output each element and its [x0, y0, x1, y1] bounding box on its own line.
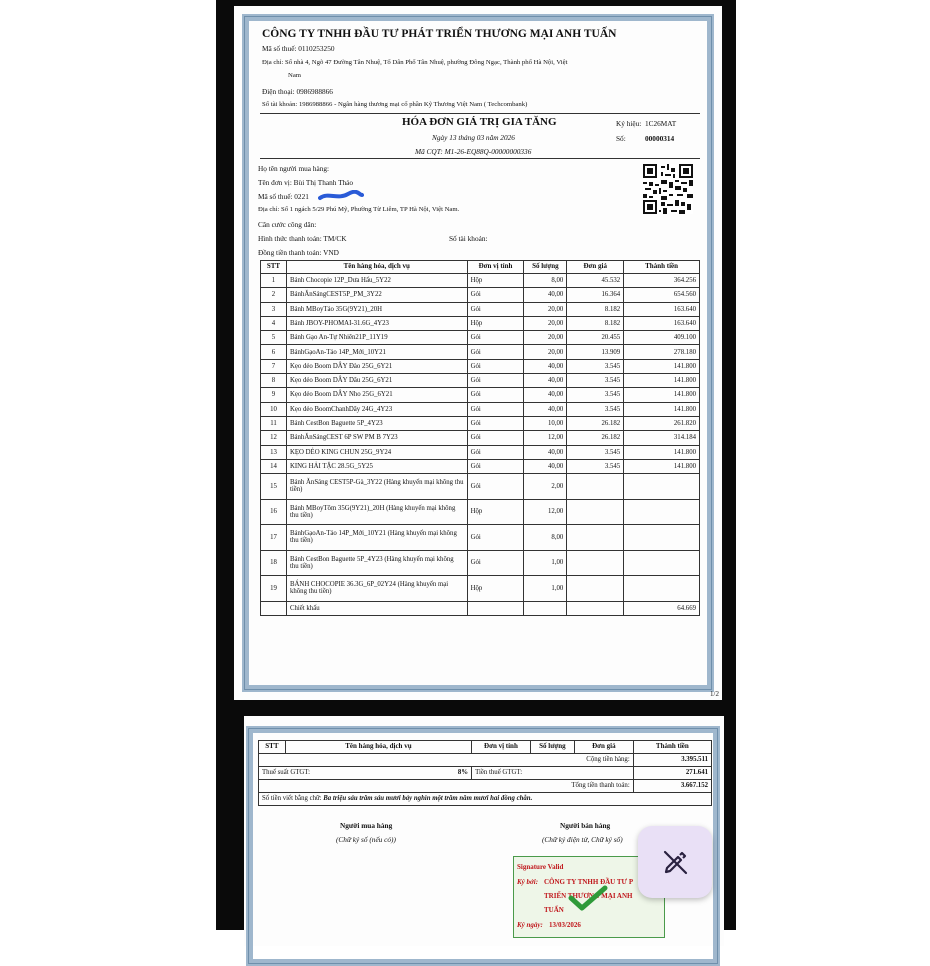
cell-name: Kẹo dẻo Boom DÂY Đào 25G_6Y21: [286, 359, 467, 373]
invoice-title: HÓA ĐƠN GIÁ TRỊ GIA TĂNG: [402, 116, 557, 128]
cell-unit: Gói: [467, 416, 524, 430]
table-row: [261, 302, 700, 316]
cell-stt: 12: [261, 431, 287, 445]
vat-value: 271.641: [633, 767, 711, 780]
cell-stt: 4: [261, 316, 287, 330]
cell-stt: 15: [261, 474, 287, 500]
buyer-id-card: Căn cước công dân:: [258, 220, 317, 229]
cell-unit: Gói: [467, 459, 524, 473]
col-price: Đơn giá: [567, 261, 624, 274]
invoice-number: 00000314: [645, 134, 675, 143]
col-amount: Thành tiền: [633, 741, 711, 754]
table-row: [261, 316, 700, 330]
cell-stt: 3: [261, 302, 287, 316]
cell-price: [567, 499, 624, 525]
cell-amount: [624, 525, 700, 551]
invoice-symbol: 1C26MAT: [645, 119, 677, 128]
buyer-currency: Đồng tiền thanh toán: VND: [258, 248, 339, 257]
cell-price: 20.455: [567, 331, 624, 345]
col-qty: Số lượng: [524, 261, 567, 274]
table-row: [261, 550, 700, 576]
cell-qty: 40,00: [524, 402, 567, 416]
cell-amount: 163.640: [624, 302, 700, 316]
cell-unit: Gói: [467, 550, 524, 576]
table-row: [261, 345, 700, 359]
table-row: [261, 525, 700, 551]
cell-unit: Gói: [467, 302, 524, 316]
table-row: [261, 431, 700, 445]
cell-qty: 12,00: [524, 499, 567, 525]
cell-name: BánhĂnSángCEST 6P SW PM B 7Y23: [286, 431, 467, 445]
cell-amount: 654.560: [624, 288, 700, 302]
signed-by-line1: CÔNG TY TNHH ĐẦU TƯ P: [544, 878, 634, 886]
cell-unit: Gói: [467, 431, 524, 445]
cell-stt: 17: [261, 525, 287, 551]
cell-price: [567, 576, 624, 602]
cell-unit: Gói: [467, 374, 524, 388]
cell-amount: 261.820: [624, 416, 700, 430]
table-row: [261, 576, 700, 602]
signed-date-label: Ký ngày:: [517, 921, 543, 929]
cell-amount: [624, 550, 700, 576]
cell-unit: Gói: [467, 388, 524, 402]
table-row: [261, 416, 700, 430]
cell-amount: [624, 474, 700, 500]
cell-amount: 141.800: [624, 445, 700, 459]
cell-qty: 20,00: [524, 345, 567, 359]
seller-company: CÔNG TY TNHH ĐẦU TƯ PHÁT TRIỂN THƯƠNG MẠI ANH TUẤN: [262, 28, 617, 40]
cell-qty: 40,00: [524, 288, 567, 302]
cell-qty: 40,00: [524, 388, 567, 402]
col-name: Tên hàng hóa, dịch vụ: [285, 741, 471, 754]
buyer-signature-note: (Chữ ký số (nếu có)): [336, 835, 396, 844]
edit-fab-button[interactable]: [638, 826, 712, 898]
vat-label: Tiền thuế GTGT:: [472, 767, 634, 780]
cell-stt: 19: [261, 576, 287, 602]
cell-name: Kẹo dẻo Boom DÂY Dâu 25G_6Y21: [286, 374, 467, 388]
buyer-payment: Hình thức thanh toán: TM/CK: [258, 234, 347, 243]
cell-amount: 278.180: [624, 345, 700, 359]
cell-stt: 10: [261, 402, 287, 416]
signature-valid: Signature Valid: [517, 863, 564, 871]
cell-name: Kẹo dẻo BoomChanhDây 24G_4Y23: [286, 402, 467, 416]
col-qty: Số lượng: [530, 741, 574, 754]
divider: [260, 158, 700, 159]
cell-qty: 40,00: [524, 445, 567, 459]
subtotal-label: Cộng tiền hàng:: [259, 754, 634, 767]
table-row: [261, 288, 700, 302]
seller-tax-code: Mã số thuế: 0110253250: [262, 44, 335, 53]
table-row: [261, 374, 700, 388]
invoice-date: Ngày 13 tháng 03 năm 2026: [432, 133, 515, 142]
cell-amount: 163.640: [624, 316, 700, 330]
invoice-page-1: [234, 6, 722, 700]
cell-price: [567, 601, 624, 615]
cell-price: 16.364: [567, 288, 624, 302]
cell-amount: 141.800: [624, 374, 700, 388]
cell-stt: 7: [261, 359, 287, 373]
cell-amount: 64.669: [624, 601, 700, 615]
buyer-signature-title: Người mua hàng: [340, 821, 393, 830]
cell-price: [567, 474, 624, 500]
table-row: [261, 402, 700, 416]
words-row: [259, 793, 712, 806]
signed-by-line2: TRIỂN THƯƠNG MẠI ANH: [544, 892, 633, 900]
subtotal-value: 3.395.511: [633, 754, 711, 767]
total-row: [259, 780, 712, 793]
cell-qty: 1,00: [524, 576, 567, 602]
buyer-account: Số tài khoản:: [449, 234, 488, 243]
col-amount: Thành tiền: [624, 261, 700, 274]
cell-qty: 40,00: [524, 359, 567, 373]
seller-signature-note: (Chữ ký điện tử, Chữ ký số): [542, 835, 623, 844]
cell-price: 8.182: [567, 316, 624, 330]
cell-name: Bánh MBoyTảo 35G(9Y21)_20H: [286, 302, 467, 316]
items-table: [260, 260, 700, 616]
cell-name: BánhGạoAn-Tảo 14P_Mới_10Y21: [286, 345, 467, 359]
cell-price: 3.545: [567, 388, 624, 402]
buyer-unit: Tên đơn vị: Bùi Thị Thanh Thảo: [258, 178, 354, 187]
cell-price: 45.532: [567, 274, 624, 288]
cell-qty: 8,00: [524, 525, 567, 551]
cell-qty: [524, 601, 567, 615]
table-row: [261, 459, 700, 473]
table-row: [261, 474, 700, 500]
cell-unit: Hộp: [467, 499, 524, 525]
cell-name: Bánh MBoyTôm 35G(9Y21)_20H (Hàng khuyến mại không thu tiền): [286, 499, 467, 525]
cell-unit: Gói: [467, 331, 524, 345]
cell-price: 26.182: [567, 431, 624, 445]
cell-unit: [467, 601, 524, 615]
signed-by-line3: TUẤN: [544, 906, 564, 914]
cell-stt: 11: [261, 416, 287, 430]
cell-name: Chiết khấu: [286, 601, 467, 615]
vat-rate-label: Thuế suất GTGT:: [262, 769, 310, 777]
cell-amount: 141.800: [624, 459, 700, 473]
cell-name: Bánh JBOY-PHOMAI-31.6G_4Y23: [286, 316, 467, 330]
cell-amount: 141.800: [624, 359, 700, 373]
cell-name: Kẹo dẻo Boom DÂY Nho 25G_6Y21: [286, 388, 467, 402]
cell-qty: 8,00: [524, 274, 567, 288]
vat-rate: 8%: [457, 769, 469, 777]
words-label: Số tiền viết bằng chữ:: [262, 795, 322, 803]
buyer-tax: Mã số thuế: 0221: [258, 192, 309, 201]
cell-stt: 13: [261, 445, 287, 459]
col-stt: STT: [261, 261, 287, 274]
cell-amount: [624, 576, 700, 602]
items-header: [261, 261, 700, 274]
cell-qty: 12,00: [524, 431, 567, 445]
cell-stt: 6: [261, 345, 287, 359]
cell-name: BánhGạoAn-Tảo 14P_Mới_10Y21 (Hàng khuyến mại không thu tiền): [286, 525, 467, 551]
subtotal-row: [259, 754, 712, 767]
cell-amount: 141.800: [624, 402, 700, 416]
cell-name: Bánh Chocopie 12P_Dưa Hấu_5Y22: [286, 274, 467, 288]
cell-qty: 20,00: [524, 302, 567, 316]
cell-unit: Hộp: [467, 316, 524, 330]
invoice-number-label: Số:: [616, 134, 626, 143]
cell-unit: Gói: [467, 402, 524, 416]
col-unit: Đơn vị tính: [472, 741, 531, 754]
table-row: [261, 601, 700, 615]
check-icon: [568, 885, 608, 911]
cell-price: 3.545: [567, 402, 624, 416]
totals-header: [259, 741, 712, 754]
cell-price: 13.909: [567, 345, 624, 359]
cell-stt: 8: [261, 374, 287, 388]
cell-price: [567, 550, 624, 576]
cell-amount: 409.100: [624, 331, 700, 345]
page-number: 1/2: [710, 690, 719, 698]
cell-stt: [261, 601, 287, 615]
totals-table: [258, 740, 712, 806]
qr-code: [643, 164, 693, 214]
total-label: Tổng tiền thanh toán:: [259, 780, 634, 793]
cell-qty: 2,00: [524, 474, 567, 500]
cell-unit: Hộp: [467, 576, 524, 602]
signed-date: 13/03/2026: [549, 921, 581, 929]
items-body: [261, 274, 700, 616]
total-value: 3.667.152: [633, 780, 711, 793]
cell-name: KẸO DẺO KING CHUN 25G_9Y24: [286, 445, 467, 459]
table-row: [261, 388, 700, 402]
cell-price: 3.545: [567, 359, 624, 373]
cell-price: [567, 525, 624, 551]
cell-name: Bánh CestBon Baguette 5P_4Y23: [286, 416, 467, 430]
cell-amount: 141.800: [624, 388, 700, 402]
seller-address-line2: Nam: [288, 72, 301, 79]
cell-stt: 18: [261, 550, 287, 576]
signed-by-label: Ký bởi:: [517, 878, 539, 886]
cell-unit: Gói: [467, 359, 524, 373]
pencil-slash-icon: [661, 848, 689, 876]
words-value: Ba triệu sáu trăm sáu mươi bảy nghìn một trăm năm mươi hai đồng chẵn.: [323, 795, 533, 803]
cell-name: Bánh CestBon Baguette 5P_4Y23 (Hàng khuyến mại không thu tiền): [286, 550, 467, 576]
cell-qty: 40,00: [524, 374, 567, 388]
cell-unit: Hộp: [467, 274, 524, 288]
table-row: [261, 499, 700, 525]
divider: [260, 113, 700, 114]
vat-row: [259, 767, 712, 780]
table-row: [261, 274, 700, 288]
invoice-symbol-label: Ký hiệu:: [616, 119, 642, 128]
cell-amount: [624, 499, 700, 525]
cell-name: Bánh ĂnSáng CEST5P-Gà_3Y22 (Hàng khuyến mại không thu tiền): [286, 474, 467, 500]
cell-name: Bánh Gạo An-Tự Nhiên21P_11Y19: [286, 331, 467, 345]
col-unit: Đơn vị tính: [467, 261, 524, 274]
col-price: Đơn giá: [575, 741, 634, 754]
table-row: [261, 359, 700, 373]
seller-address-line1: Địa chỉ: Số nhà 4, Ngõ 47 Đường Tân Nhuệ, Tổ Dân Phố Tân Nhuệ, phường Đông Ngạc, Thành phố Hà Nội, Việt: [262, 59, 568, 66]
cell-stt: 2: [261, 288, 287, 302]
cell-name: KING HẢI TẶC 28.5G_5Y25: [286, 459, 467, 473]
cell-stt: 5: [261, 331, 287, 345]
cell-stt: 9: [261, 388, 287, 402]
cell-price: 3.545: [567, 445, 624, 459]
cell-qty: 40,00: [524, 459, 567, 473]
table-row: [261, 445, 700, 459]
cell-unit: Gói: [467, 474, 524, 500]
cell-unit: Gói: [467, 445, 524, 459]
col-name: Tên hàng hóa, dịch vụ: [286, 261, 467, 274]
cell-stt: 1: [261, 274, 287, 288]
cell-amount: 314.184: [624, 431, 700, 445]
cell-name: BánhĂnSángCEST5P_PM_3Y22: [286, 288, 467, 302]
cell-price: 3.545: [567, 459, 624, 473]
seller-phone: Điện thoại: 0986988866: [262, 87, 333, 96]
seller-bank: Số tài khoản: 1986988866 - Ngân hàng thương mại cổ phần Kỹ Thương Việt Nam ( Techcombank): [262, 101, 528, 108]
cell-stt: 14: [261, 459, 287, 473]
cell-unit: Gói: [467, 525, 524, 551]
redaction-scribble: [318, 190, 364, 202]
buyer-address: Địa chỉ: Số 1 ngách 5/29 Phú Mỹ, Phường Từ Liêm, TP Hà Nội, Việt Nam.: [258, 206, 460, 213]
seller-signature-title: Người bán hàng: [560, 821, 611, 830]
col-stt: STT: [259, 741, 286, 754]
invoice-cqt-code: Mã CQT: M1-26-EQ88Q-00000000336: [415, 147, 532, 156]
cell-stt: 16: [261, 499, 287, 525]
cell-unit: Gói: [467, 288, 524, 302]
cell-price: 3.545: [567, 374, 624, 388]
buyer-name: Họ tên người mua hàng:: [258, 164, 330, 173]
cell-qty: 20,00: [524, 331, 567, 345]
cell-price: 26.182: [567, 416, 624, 430]
cell-name: BÁNH CHOCOPIE 36.3G_6P_02Y24 (Hàng khuyến mại không thu tiền): [286, 576, 467, 602]
cell-unit: Gói: [467, 345, 524, 359]
cell-amount: 364.256: [624, 274, 700, 288]
table-row: [261, 331, 700, 345]
cell-qty: 20,00: [524, 316, 567, 330]
cell-price: 8.182: [567, 302, 624, 316]
cell-qty: 10,00: [524, 416, 567, 430]
cell-qty: 1,00: [524, 550, 567, 576]
